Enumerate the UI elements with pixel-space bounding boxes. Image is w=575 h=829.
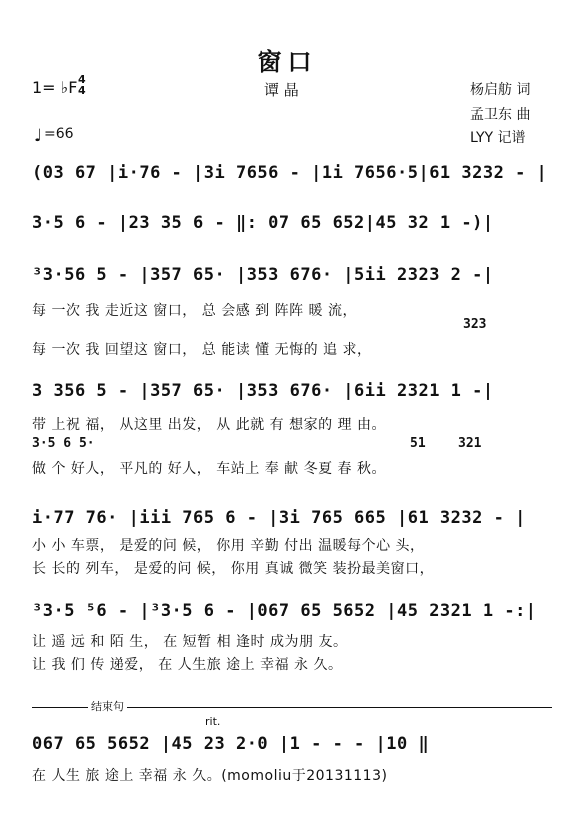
lyric-line-7: 让 遥 远 和 陌 生， 在 短暂 相 逢时 成为朋 友。 (32, 634, 348, 650)
meter-bottom: 4 (78, 84, 86, 97)
notation-row-4: 3 356 5 - |357 65· |353 676· |6ii 2321 1 -| (32, 381, 494, 401)
lyric-line-9: 在 人生 旅 途上 幸福 永 久。(momoliu于20131113) (32, 768, 388, 784)
ending-label: 结束句 (88, 698, 127, 714)
notation-row-1: (03 67 |i·76 - |3i 7656 - |1i 7656·5|61 3232 - | (32, 163, 548, 183)
singer: 谭 晶 (264, 81, 299, 99)
time-signature (78, 74, 86, 96)
notation-row-2: 3·5 6 - |23 35 6 - ‖: 07 65 652|45 32 1 -)| (32, 213, 494, 233)
lyric-line-1: 每 一次 我 走近这 窗口， 总 会感 到 阵阵 暖 流， (32, 303, 358, 319)
transcriber: LYY 记谱 (470, 130, 526, 146)
meter-top: 4 (78, 73, 86, 86)
key-signature: 1= ♭F (32, 78, 78, 97)
lyric-line-3: 带 上祝 福， 从这里 出发， 从 此就 有 想家的 理 由。 (32, 417, 387, 433)
lyricist: 杨启舫 词 (470, 82, 531, 98)
rit-marking: rit. (205, 715, 221, 728)
alt-notes-b: 51 (410, 436, 426, 451)
tempo-value: =66 (44, 126, 74, 142)
alt-notes-c: 321 (458, 436, 482, 451)
lyric-line-6: 长 长的 列车， 是爱的问 候， 你用 真诚 微笑 装扮最美窗口， (32, 561, 435, 577)
alt-notes-323: 323 (463, 317, 487, 332)
notation-row-3: ³3·56 5 - |357 65· |353 676· |5ii 2323 2 -| (32, 265, 494, 285)
page-title: 窗口 (257, 48, 318, 76)
notation-row-7: 067 65 5652 |45 23 2·0 |1 - - - |10 ‖ (32, 734, 430, 754)
notation-row-6: ³3·5 ⁵6 - |³3·5 6 - |067 65 5652 |45 2321 1 -:| (32, 601, 537, 621)
lyric-line-5: 小 小 车票， 是爱的问 候， 你用 辛勤 付出 温暖每个心 头， (32, 538, 425, 554)
notation-row-5: i·77 76· |iii 765 6 - |3i 765 665 |61 3232 - | (32, 508, 526, 528)
composer: 孟卫东 曲 (470, 107, 531, 123)
lyric-line-4: 做 个 好人， 平凡的 好人， 车站上 奉 献 冬夏 春 秋。 (32, 461, 387, 477)
alt-notes-a: 3·5 6 5· (32, 436, 95, 451)
quarter-note-icon: ♩ (34, 126, 43, 146)
lyric-line-2: 每 一次 我 回望这 窗口， 总 能读 懂 无悔的 追 求， (32, 342, 372, 358)
lyric-line-8: 让 我 们 传 递爱， 在 人生旅 途上 幸福 永 久。 (32, 657, 343, 673)
tempo-marking (34, 126, 74, 146)
